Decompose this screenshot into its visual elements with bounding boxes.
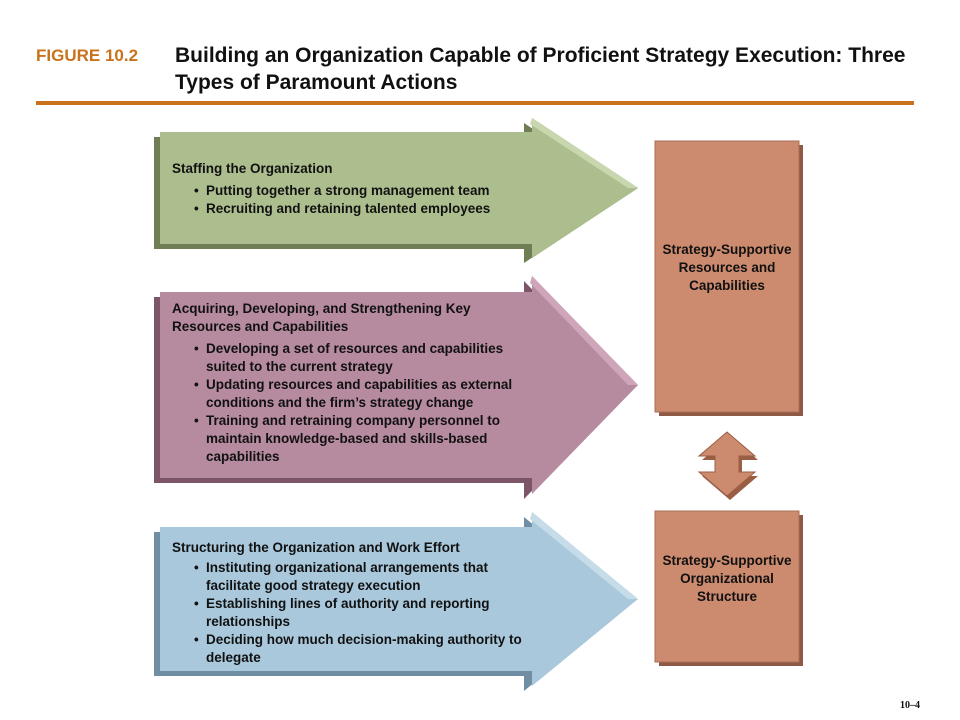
box-organizational-structure-label: Strategy-Supportive Organizational Structure: [662, 553, 792, 604]
arrow-acquiring-heading: Acquiring, Developing, and Strengthening Key Resources and Capabilities: [172, 301, 471, 334]
arrow-structuring-bullets: [172, 559, 522, 667]
arrow-staffing-text: [172, 160, 522, 218]
bullet-item: • Developing a set of resources and capabilities suited to the current strategy: [194, 340, 522, 376]
arrow-staffing-heading: Staffing the Organization: [172, 161, 333, 176]
arrow-staffing-bullets: [172, 182, 522, 218]
bullet-item: • Putting together a strong management team: [194, 182, 522, 200]
bullet-item: • Updating resources and capabilities as external conditions and the firm’s strategy change: [194, 376, 522, 412]
box-resources-capabilities-label: Strategy-Supportive Resources and Capabilities: [662, 242, 792, 293]
bullet-item: • Recruiting and retaining talented employees: [194, 200, 522, 218]
arrow-acquiring-text: [172, 300, 522, 466]
double-headed-vertical-arrow-icon: [699, 432, 758, 500]
bullet-item: • Training and retraining company personnel to maintain knowledge-based and skills-based capabilities: [194, 412, 522, 466]
bullet-item: • Deciding how much decision-making authority to delegate: [194, 631, 522, 667]
figure-label: FIGURE 10.2: [36, 46, 139, 65]
bullet-item: • Establishing lines of authority and reporting relationships: [194, 595, 522, 631]
bullet-item: • Instituting organizational arrangements that facilitate good strategy execution: [194, 559, 522, 595]
arrow-structuring-heading: Structuring the Organization and Work Effort: [172, 540, 460, 555]
arrow-structuring-text: [172, 539, 522, 667]
arrow-acquiring-bullets: [172, 340, 522, 466]
figure-title: Building an Organization Capable of Proficient Strategy Execution: Three Types of Paramount Actions: [175, 44, 906, 94]
page-number: 10–4: [900, 700, 920, 711]
